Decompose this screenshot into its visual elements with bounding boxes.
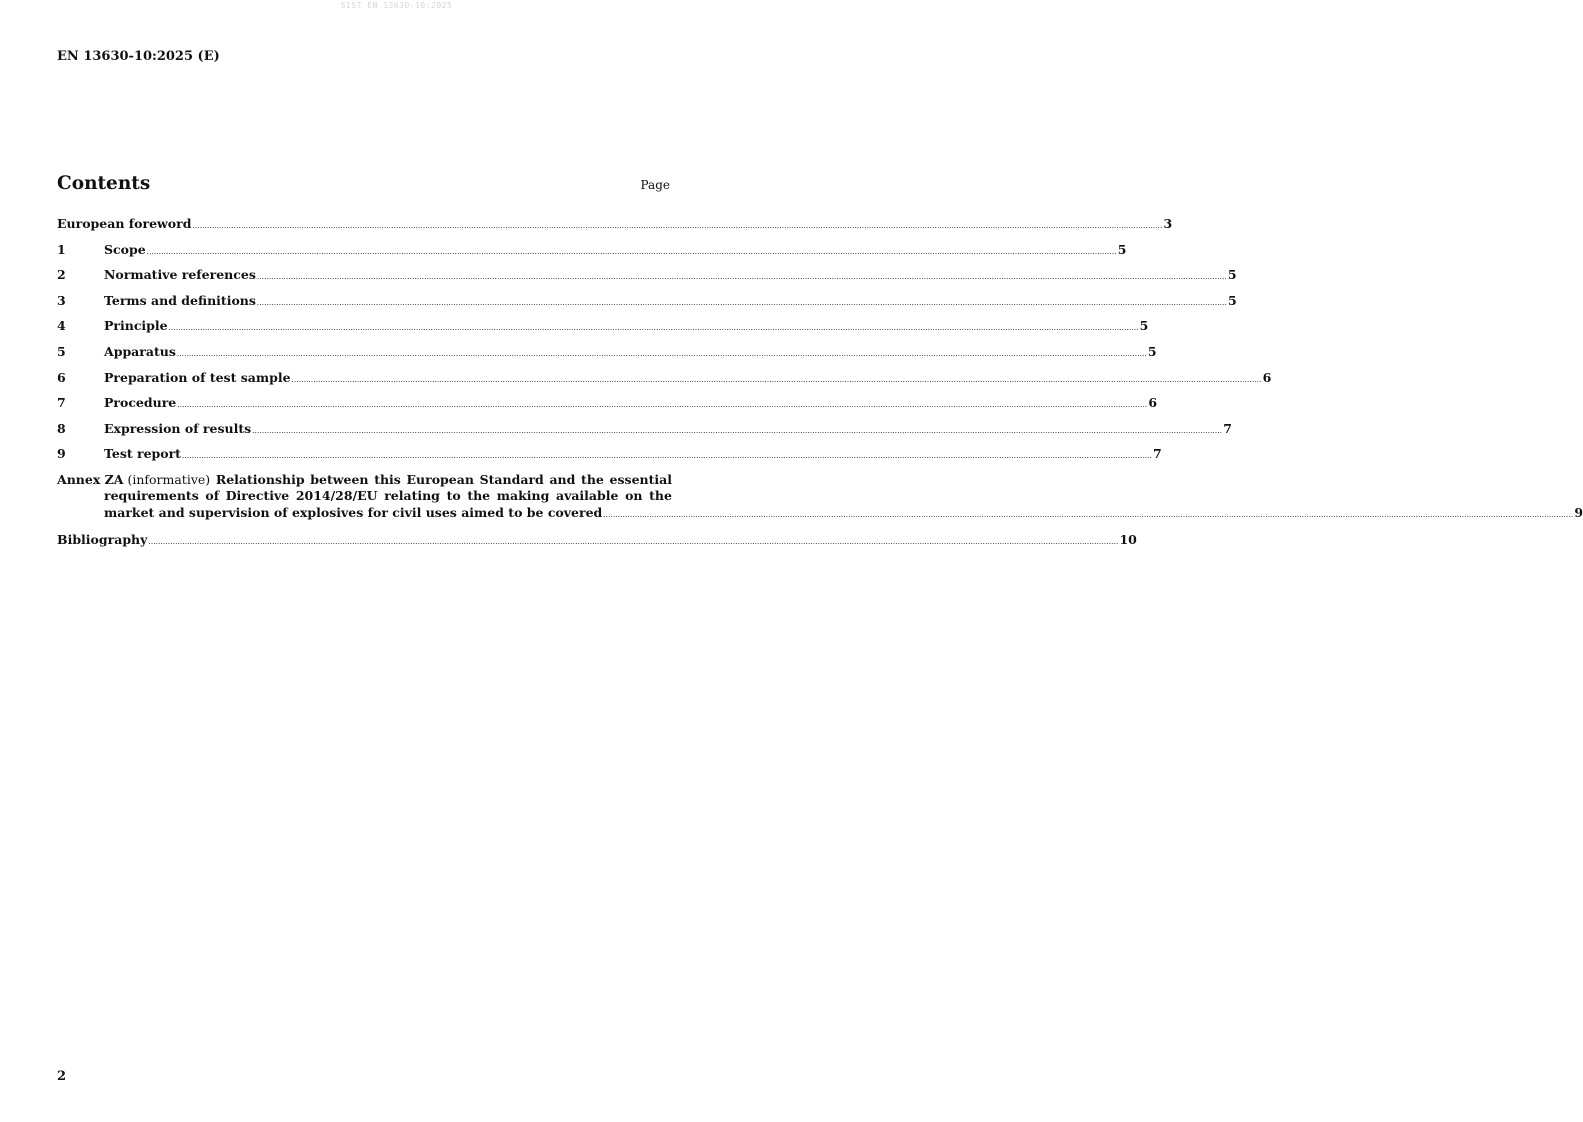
dot-leader: ................................................................................................................................................................................................................................................................................................................................................................................................................ xyxy=(176,349,1147,358)
annex-title-word: making xyxy=(496,487,550,503)
toc-entry-page: 9 xyxy=(1574,504,1583,520)
watermark: SIST EN 13630-10:2025 xyxy=(340,1,453,10)
annex-title-word: the xyxy=(649,487,672,503)
annex-title-word: the xyxy=(581,471,604,487)
toc-entry-page: 6 xyxy=(1262,369,1272,385)
toc-entry-test-report[interactable] xyxy=(57,444,1162,470)
toc-entry-terms-and-definitions[interactable] xyxy=(57,291,1237,317)
contents-heading: Contents xyxy=(57,173,151,194)
annex-title-word: Directive xyxy=(225,487,290,503)
toc-entry-page: 5 xyxy=(1147,343,1157,359)
toc-entry-number: 4 xyxy=(57,318,66,334)
toc-entry-page: 7 xyxy=(1153,446,1162,462)
dot-leader: ................................................................................................................................................................................................................................................................................................................................................................................................................ xyxy=(291,375,1262,384)
toc-entry-bibliography[interactable] xyxy=(57,530,1137,556)
annex-title-word: between xyxy=(310,471,369,487)
annex-title-word: relating xyxy=(384,487,440,503)
toc-entry-page: 7 xyxy=(1223,420,1232,436)
toc-entry-number: 7 xyxy=(57,395,66,411)
dot-leader: ................................................................................................................................................................................................................................................................................................................................................................................................................ xyxy=(177,401,1148,410)
toc-entry-scope[interactable] xyxy=(57,240,1127,266)
toc-entry-label: Normative references xyxy=(104,267,256,283)
toc-entry-page: 5 xyxy=(1117,241,1127,257)
toc-entry-label: Procedure xyxy=(104,395,177,411)
dot-leader: ................................................................................................................................................................................................................................................................................................................................................................................................................ xyxy=(256,298,1227,307)
dot-leader: ................................................................................................................................................................................................................................................................................................................................................................................................................ xyxy=(256,273,1227,282)
toc-entry-principle[interactable] xyxy=(57,316,1149,342)
annex-title-word: requirements xyxy=(104,487,199,503)
page-column-label: Page xyxy=(640,178,670,192)
annex-title-word: 2014/28/EU xyxy=(295,487,378,503)
annex-title-word: essential xyxy=(609,471,672,487)
toc-entry-page: 5 xyxy=(1139,318,1149,334)
annex-type: (informative) xyxy=(127,471,211,487)
toc-entry-label: Apparatus xyxy=(104,343,176,359)
toc-entry-label: Scope xyxy=(104,241,146,257)
annex-prefix: Annex ZA xyxy=(57,471,124,487)
toc-entry-apparatus[interactable] xyxy=(57,342,1157,368)
page-number: 2 xyxy=(57,1069,67,1084)
toc-entry-label: Test report xyxy=(104,446,181,462)
dot-leader: ................................................................................................................................................................................................................................................................................................................................................................................................................ xyxy=(181,452,1153,461)
toc-entry-label: Expression of results xyxy=(104,420,252,436)
toc-entry-page: 10 xyxy=(1119,531,1137,547)
toc-entry-label: Bibliography xyxy=(57,531,148,547)
toc-entry-number: 8 xyxy=(57,420,66,436)
annex-title-word: available xyxy=(555,487,619,503)
annex-title-word: of xyxy=(205,487,220,503)
toc-entry-procedure[interactable] xyxy=(57,393,1158,419)
dot-leader: ................................................................................................................................................................................................................................................................................................................................................................................................................ xyxy=(168,324,1139,333)
dot-leader: ................................................................................................................................................................................................................................................................................................................................................................................................................ xyxy=(146,247,1117,256)
toc-entry-label: Terms and definitions xyxy=(104,292,256,308)
toc-entry-preparation-of-test-sample[interactable] xyxy=(57,368,1272,394)
toc-entry-page: 5 xyxy=(1227,267,1237,283)
annex-title-word: Standard xyxy=(479,471,544,487)
document-id: EN 13630-10:2025 (E) xyxy=(57,49,220,64)
toc-entry-page: 6 xyxy=(1148,395,1158,411)
toc-entry-foreword[interactable] xyxy=(57,214,1173,240)
annex-title-line-3 xyxy=(104,504,1583,520)
toc-entry-normative-references[interactable] xyxy=(57,265,1237,291)
toc-entry-number: 5 xyxy=(57,343,66,359)
toc-entry-number: 1 xyxy=(57,241,66,257)
toc-entry-number: 6 xyxy=(57,369,66,385)
toc-entry-page: 3 xyxy=(1163,216,1173,231)
dot-leader: ................................................................................................................................................................................................................................................................................................................................................................................................................ xyxy=(603,510,1574,519)
annex-prefix-group xyxy=(57,472,210,487)
annex-title-word: on xyxy=(625,487,643,503)
annex-title-word: European xyxy=(406,471,474,487)
annex-title-line-3-text: market and supervision of explosives for civil uses aimed to be covered xyxy=(104,504,603,520)
toc-entry-number: 3 xyxy=(57,292,66,308)
toc-entry-number: 2 xyxy=(57,267,66,283)
toc-entry-page: 5 xyxy=(1227,292,1237,308)
toc-entry-label: European foreword xyxy=(57,216,192,231)
dot-leader: ................................................................................................................................................................................................................................................................................................................................................................................................................ xyxy=(148,537,1119,546)
annex-title-line-1 xyxy=(57,472,672,487)
annex-title-word: and xyxy=(549,471,576,487)
annex-title-word: Relationship xyxy=(215,471,305,487)
annex-title-line-2 xyxy=(104,488,672,503)
annex-title-word: the xyxy=(467,487,491,503)
dot-leader: ................................................................................................................................................................................................................................................................................................................................................................................................................ xyxy=(192,222,1163,230)
toc-entry-label: Principle xyxy=(104,318,168,334)
annex-title-word: to xyxy=(446,487,461,503)
table-of-contents xyxy=(57,214,1583,556)
annex-title-word: this xyxy=(374,471,401,487)
dot-leader: ................................................................................................................................................................................................................................................................................................................................................................................................................ xyxy=(252,426,1223,435)
toc-entry-label: Preparation of test sample xyxy=(104,369,291,385)
toc-entry-annex-za[interactable] xyxy=(57,470,1583,530)
toc-entry-number: 9 xyxy=(57,446,66,462)
toc-entry-expression-of-results[interactable] xyxy=(57,419,1232,445)
